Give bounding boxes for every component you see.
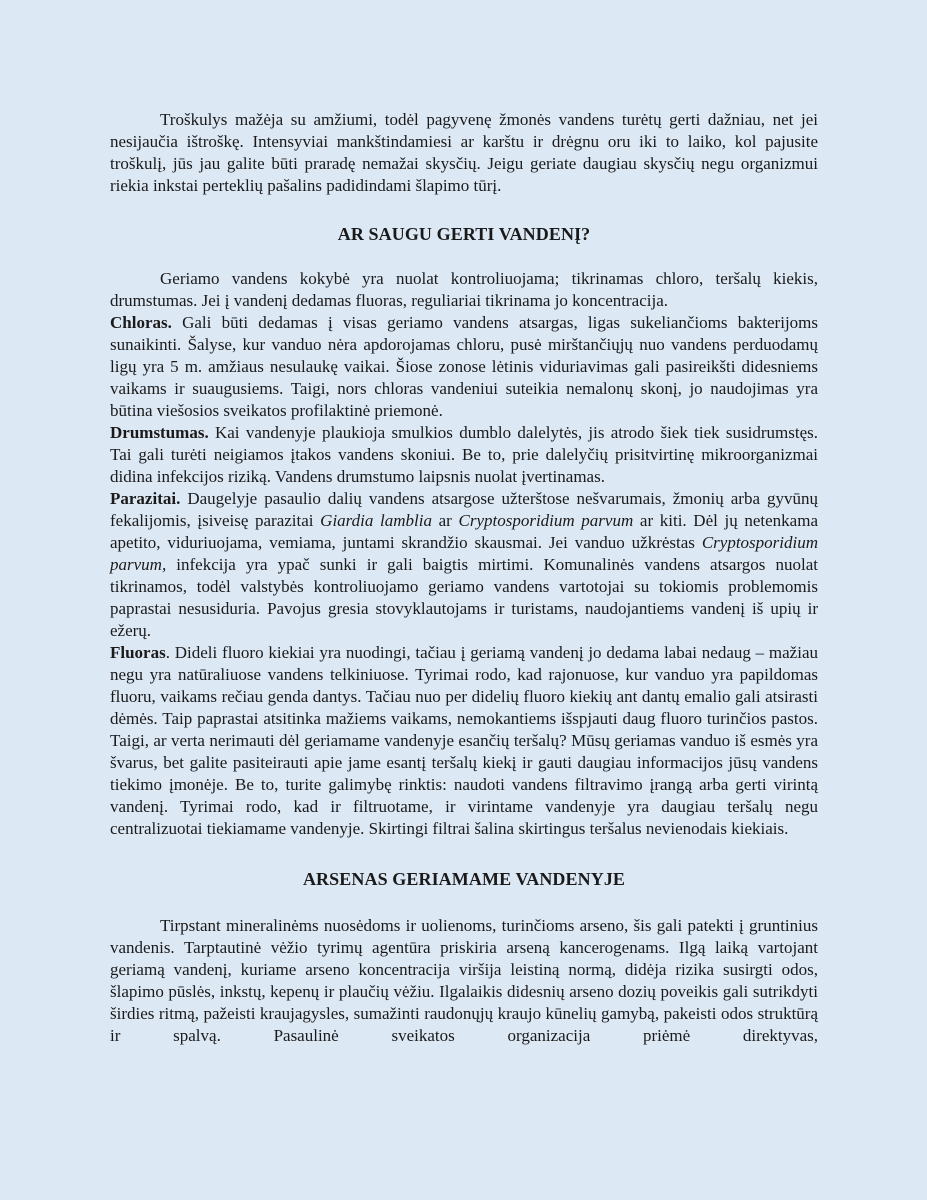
- quality-paragraph: Geriamo vandens kokybė yra nuolat kontroliuojama; tikrinamas chloro, teršalų kiekis, drumstumas. Jei į vandenį dedamas fluoras, reguliariai tikrinama jo koncentracija.: [110, 269, 818, 310]
- species-giardia: Giardia lamblia: [320, 511, 432, 530]
- parazitai-text-b: ar: [431, 511, 459, 530]
- drumstumas-text: Kai vandenyje plaukioja smulkios dumblo dalelytės, jis atrodo šiek tiek susidrumstęs. Tai gali turėti neigiamos įtakos vandens skoniui. Be to, prie dalelyčių prisitvirtinę mikroorganizmai didina infekcijos riziką. Vandens drumstumo laipsnis nuolat įvertinamas.: [110, 423, 818, 486]
- chloras-paragraph: [110, 312, 818, 422]
- parazitai-text-c: ar kiti. Dėl jų netenkama apetito, viduriuojama, vemiama, juntami skrandžio skausmai. Jei vanduo užkrėstas: [110, 511, 818, 552]
- fluoras-text: . Dideli fluoro kiekiai yra nuodingi, tačiau į geriamą vandenį jo dedama labai nedaug – mažiau negu yra natūraliuose vandens telkiniuose. Tyrimai rodo, kad rajonuose, kur vanduo yra papildomas fluoru, vaikams rečiau genda dantys. Tačiau nuo per didelių fluoro kiekių ant dantų emalio gali atsirasti dėmės. Taip paprastai atsitinka mažiems vaikams, nemokantiems išspjauti daug fluoro turinčios pastos. Taigi, ar verta nerimauti dėl geriamame vandenyje esančių teršalų? Mūsų geriamas vanduo iš esmės yra švarus, bet galite pasiteirauti apie jame esantį teršalų kiekį ir gauti daugiau informacijos jūsų vandens tiekimo įmonėje. Be to, turite galimybę rinktis: naudoti vandens filtravimo įrangą arba gerti virintą vandenį. Tyrimai rodo, kad ir filtruotame, ir virintame vandenyje yra daugiau teršalų negu centralizuotai tiekiamame vandenyje. Skirtingi filtrai šalina skirtingus teršalus nevienodais kiekiais.: [110, 643, 818, 838]
- chloras-text: Gali būti dedamas į visas geriamo vandens atsargas, ligas sukeliančioms bakterijoms sunaikinti. Šalyse, kur vanduo nėra apdorojamas chloru, pusė mirštančiųjų nuo vandens perduodamų ligų yra 5 m. amžiaus nesulaukę vaikai. Šiose zonose lėtinis viduriavimas gali pasireikšti didesniems vaikams ir suaugusiems. Taigi, nors chloras vandeniui suteikia nemalonų skonį, jo naudojimas yra būtina viešosios sveikatos profilaktinė priemonė.: [110, 313, 818, 420]
- section-heading-arsenic: ARSENAS GERIAMAME VANDENYJE: [302, 869, 626, 889]
- fluoras-term: Fluoras: [110, 643, 166, 662]
- intro-paragraph: Troškulys mažėja su amžiumi, todėl pagyvenę žmonės vandens turėtų gerti dažniau, net jei nesijaučia ištroškę. Intensyviai mankštindamiesi ar karštu ir drėgnu oru iki to laiko, kol pajusite troškulį, jūs jau galite būti praradę nemažai skysčių. Jeigu geriate daugiau skysčių negu organizmui riekia inkstai perteklių pašalins padidindami šlapimo tūrį.: [110, 110, 818, 195]
- drumstumas-paragraph: [110, 422, 818, 488]
- fluoras-paragraph: [110, 642, 818, 840]
- species-cryptosporidium-2: Cryptosporidium parvum,: [110, 533, 818, 574]
- parazitai-paragraph: [110, 488, 818, 642]
- section-heading-safety: AR SAUGU GERTI VANDENĮ?: [337, 224, 591, 244]
- document-body: [110, 109, 818, 1047]
- parazitai-text-a: Daugelyje pasaulio dalių vandens atsargose užterštose nešvarumais, žmonių arba gyvūnų fekalijomis, įsiveisę parazitai: [110, 489, 818, 530]
- chloras-term: Chloras.: [110, 313, 172, 332]
- arsenic-paragraph: Tirpstant mineralinėms nuosėdoms ir uolienoms, turinčioms arseno, šis gali patekti į gruntinius vandenis. Tarptautinė vėžio tyrimų agentūra priskiria arseną kancerogenams. Ilgą laiką vartojant geriamą vandenį, kuriame arseno koncentracija viršija leistiną normą, didėja rizika susirgti odos, šlapimo pūslės, inkstų, kepenų ir plaučių vėžiu. Ilgalaikis didesnių arseno dozių poveikis gali sutrikdyti širdies ritmą, pažeisti kraujagysles, sumažinti raudonųjų kraujo kūnelių gamybą, pakeisti odos struktūrą ir spalvą. Pasaulinė sveikatos organizacija priėmė direktyvas,: [110, 916, 818, 1045]
- parazitai-text-d: infekcija yra ypač sunki ir gali baigtis mirtimi. Komunalinės vandens atsargos nuolat tikrinamos, todėl valstybės kontroliuojamo geriamo vandens vartotojai su tokiomis problemomis paprastai nesusiduria. Pavojus gresia stovyklautojams ir turistams, naudojantiems vandenį iš upių ir ežerų.: [110, 555, 818, 640]
- parazitai-term: Parazitai.: [110, 489, 181, 508]
- species-cryptosporidium: Cryptosporidium parvum: [458, 511, 634, 530]
- drumstumas-term: Drumstumas.: [110, 423, 209, 442]
